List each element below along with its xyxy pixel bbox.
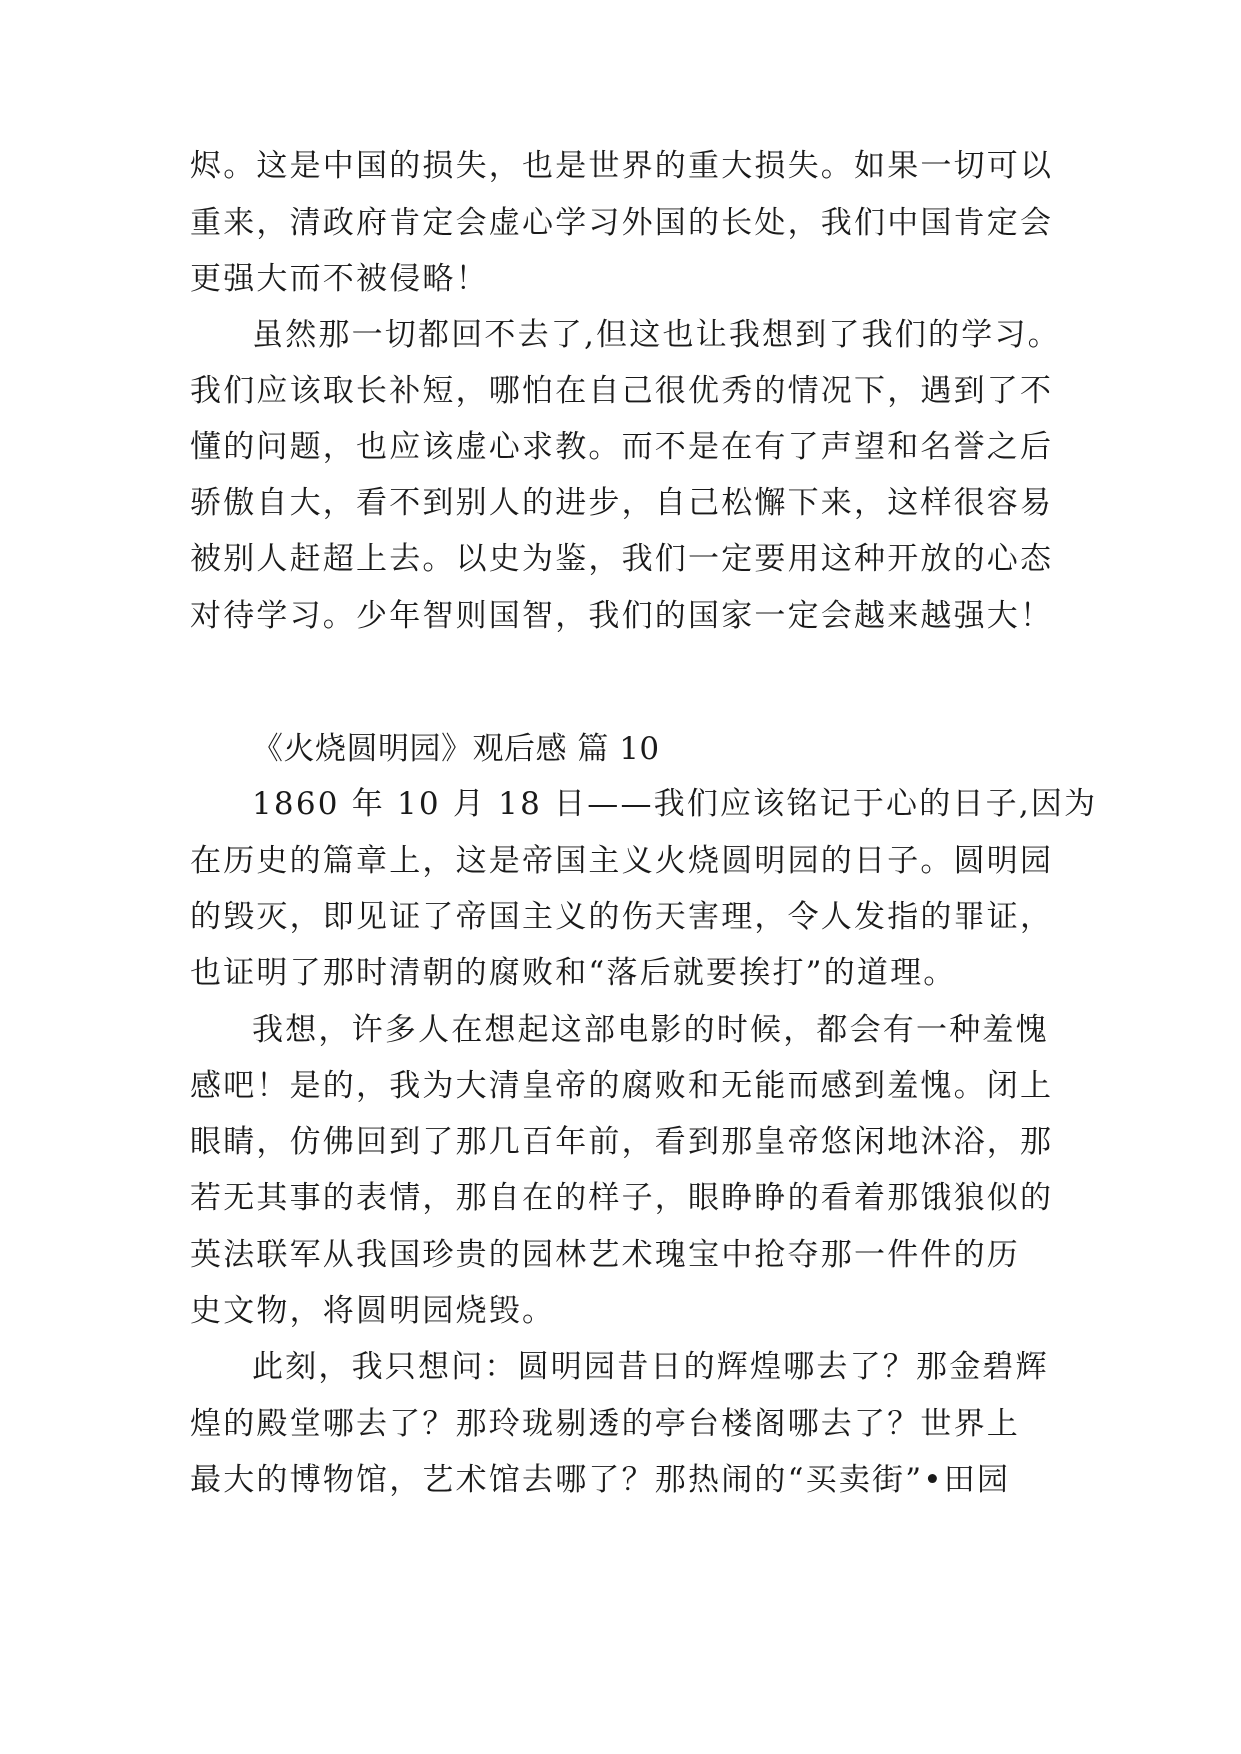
paragraph-line: 也证明了那时清朝的腐败和“落后就要挨打”的道理。 <box>190 955 957 991</box>
paragraph-line: 眼睛，仿佛回到了那几百年前，看到那皇帝悠闲地沐浴，那 <box>190 1124 1054 1160</box>
paragraph-line: 骄傲自大，看不到别人的进步，自己松懈下来，这样很容易 <box>190 485 1054 521</box>
paragraph-line: 懂的问题，也应该虚心求教。而不是在有了声望和名誉之后 <box>190 429 1054 465</box>
paragraph-line: 被别人赶超上去。以史为鉴，我们一定要用这种开放的心态 <box>190 541 1054 577</box>
paragraph-line: 对待学习。少年智则国智，我们的国家一定会越来越强大！ <box>190 598 1054 634</box>
paragraph-line: 感吧！是的，我为大清皇帝的腐败和无能而感到羞愧。闭上 <box>190 1068 1054 1104</box>
paragraph-line: 烬。这是中国的损失，也是世界的重大损失。如果一切可以 <box>190 148 1054 184</box>
paragraph-line: 更强大而不被侵略！ <box>190 261 489 297</box>
paragraph-line: 此刻，我只想问：圆明园昔日的辉煌哪去了？那金碧辉 <box>252 1349 1049 1385</box>
paragraph-line: 的毁灭，即见证了帝国主义的伤天害理，令人发指的罪证， <box>190 899 1054 935</box>
paragraph-line: 我想，许多人在想起这部电影的时候，都会有一种羞愧 <box>252 1012 1049 1048</box>
paragraph-line: 1860 年 10 月 18 日——我们应该铭记于心的日子,因为 <box>252 786 1098 822</box>
paragraph-line: 虽然那一切都回不去了,但这也让我想到了我们的学习。 <box>252 317 1061 353</box>
paragraph-line: 我们应该取长补短，哪怕在自己很优秀的情况下，遇到了不 <box>190 373 1054 409</box>
paragraph-line: 最大的博物馆，艺术馆去哪了？那热闹的“买卖街”•田园 <box>190 1462 1011 1498</box>
paragraph-line: 史文物，将圆明园烧毁。 <box>190 1293 556 1329</box>
paragraph-line: 在历史的篇章上，这是帝国主义火烧圆明园的日子。圆明园 <box>190 843 1054 879</box>
paragraph-line: 若无其事的表情，那自在的样子，眼睁睁的看着那饿狼似的 <box>190 1180 1054 1216</box>
paragraph-line: 英法联军从我国珍贵的园林艺术瑰宝中抢夺那一件件的历 <box>190 1237 1020 1273</box>
paragraph-line: 重来，清政府肯定会虚心学习外国的长处，我们中国肯定会 <box>190 205 1054 241</box>
paragraph-line: 煌的殿堂哪去了？那玲珑剔透的亭台楼阁哪去了？世界上 <box>190 1406 1020 1442</box>
section-heading: 《火烧圆明园》观后感 篇 10 <box>252 731 660 767</box>
